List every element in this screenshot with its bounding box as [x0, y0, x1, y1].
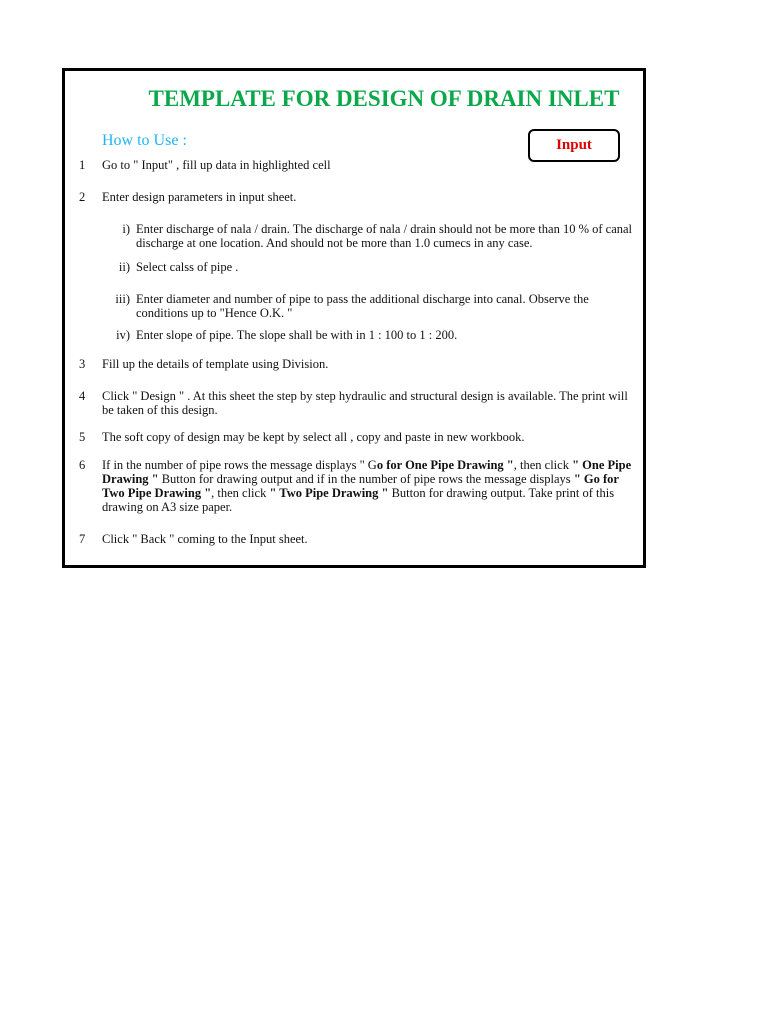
step-number: 6	[79, 458, 86, 472]
substep-number: iii)	[115, 292, 130, 306]
bold-segment: " Two Pipe Drawing "	[269, 486, 389, 500]
input-button[interactable]: Input	[528, 129, 620, 162]
step-number: 2	[79, 190, 86, 204]
bold-segment: " One Pipe Drawing "	[102, 458, 632, 486]
substep-text: Enter diameter and number of pipe to pass the additional discharge into canal. Observe the conditions up to "Hence O.K. "	[136, 292, 589, 320]
substep-number: iv)	[116, 328, 130, 342]
step-text: Click " Back " coming to the Input sheet.	[102, 532, 308, 546]
step-text: Enter design parameters in input sheet.	[102, 190, 297, 204]
step-number: 1	[79, 158, 86, 172]
substep-text: Enter discharge of nala / drain. The discharge of nala / drain should not be more than 10 % of canal discharge at one location. And should not be more than 1.0 cumecs in any case.	[136, 222, 633, 250]
text-segment: If in the number of pipe rows the message displays " G	[102, 458, 377, 472]
step-number: 3	[79, 357, 86, 371]
bold-segment: o for One Pipe Drawing "	[376, 458, 514, 472]
text-segment: Button for drawing output. Take print of this drawing on A3 size paper.	[102, 486, 615, 514]
step-text: Go to " Input" , fill up data in highlighted cell	[102, 158, 331, 172]
substep-text: Enter slope of pipe. The slope shall be with in 1 : 100 to 1 : 200.	[136, 328, 458, 342]
text-segment: Button for drawing output and if in the number of pipe rows the message displays	[158, 472, 574, 486]
step-number: 4	[79, 389, 86, 403]
substep-text: Select calss of pipe .	[136, 260, 239, 274]
step-number: 5	[79, 430, 86, 444]
how-to-use-heading: How to Use :	[102, 132, 187, 149]
text-segment: , then click	[513, 458, 573, 472]
substep-number: ii)	[118, 260, 130, 274]
step-text	[102, 458, 642, 514]
step-text: The soft copy of design may be kept by select all , copy and paste in new workbook.	[102, 430, 525, 444]
page-title: TEMPLATE FOR DESIGN OF DRAIN INLET	[148, 86, 620, 111]
step-text: Fill up the details of template using Division.	[102, 357, 329, 371]
step-text: Click " Design " . At this sheet the step by step hydraulic and structural design is available. The print will be taken of this design.	[102, 389, 628, 417]
text-segment: , then click	[211, 486, 270, 500]
bold-segment: " Go for Two Pipe Drawing "	[102, 472, 619, 500]
substep-number: i)	[122, 222, 130, 236]
step-number: 7	[79, 532, 86, 546]
